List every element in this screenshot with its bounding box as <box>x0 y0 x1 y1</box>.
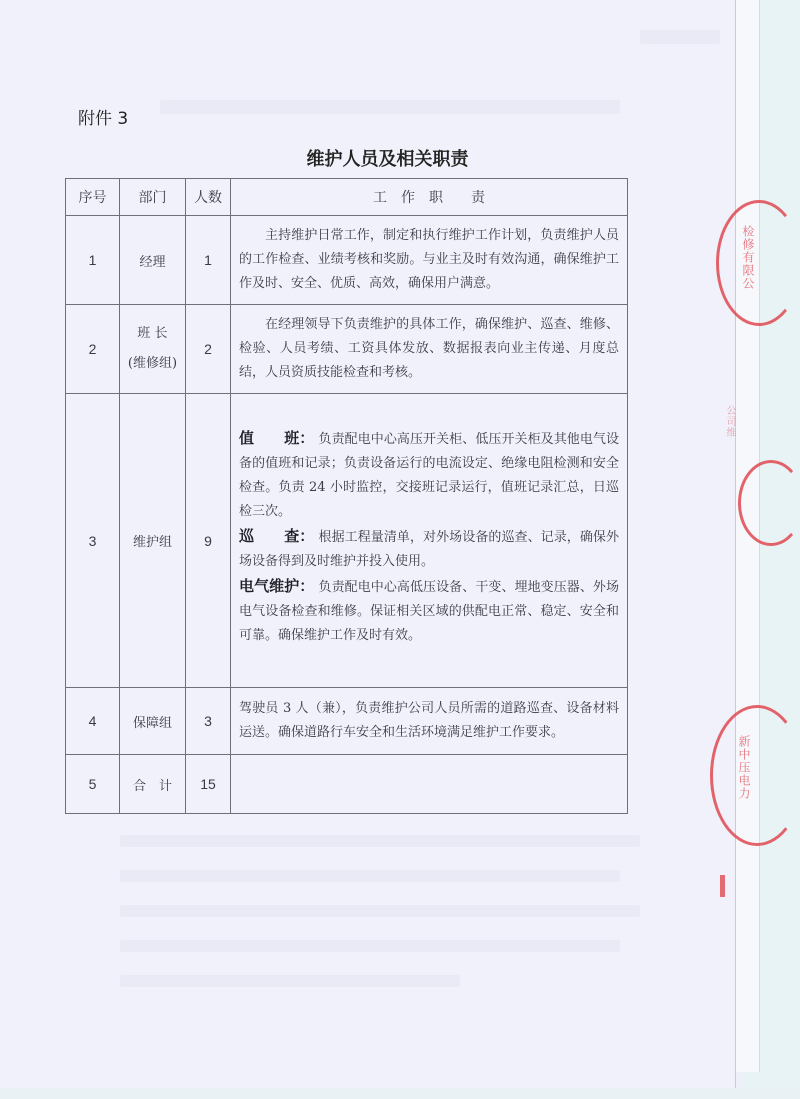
red-seal-middle <box>738 460 800 546</box>
table-header-row <box>66 179 628 216</box>
bleed-through-text <box>160 100 620 114</box>
duty-text: 驾驶员 3 人（兼），负责维护公司人员所需的道路巡查、设备材料运送。确保道路行车安全和生活环境满足维护工作要求。 <box>239 701 619 740</box>
row-dept: 维护组 <box>120 394 186 688</box>
row-no: 3 <box>66 394 120 688</box>
bleed-through-text <box>120 905 640 917</box>
section-text: 负责配电中心高低压设备、干变、埋地变压器、外场电气设备检查和维修。保证相关区域的供配电正常、稳定、安全和可靠。确保维护工作及时有效。 <box>239 580 619 643</box>
header-count: 人数 <box>186 179 231 216</box>
duty-section-patrol <box>239 524 619 574</box>
duty-text: 在经理领导下负责维护的具体工作，确保维护、巡查、维修、检验、人员考绩、工资具体发放、数据报表向业主传递、月度总结，人员资质技能检查和考核。 <box>239 317 619 380</box>
duty-section-on-duty <box>239 426 619 524</box>
table-row <box>66 394 628 688</box>
dept-line-2: (维修组) <box>127 356 178 371</box>
header-dept: 部门 <box>120 179 186 216</box>
row-duty <box>231 216 628 305</box>
bleed-through-text <box>120 940 620 952</box>
red-seal-top <box>716 200 800 326</box>
bleed-through-text <box>120 870 620 882</box>
row-no: 2 <box>66 305 120 394</box>
header-duty: 工 作 职 责 <box>231 179 628 216</box>
row-duty <box>231 394 628 688</box>
duty-sections <box>231 394 627 654</box>
seal-fragment-mark <box>720 875 725 897</box>
row-no: 4 <box>66 688 120 755</box>
scan-bottom-strip <box>0 1088 800 1099</box>
seal-text-middle: 公司维 <box>724 405 735 438</box>
row-dept: 经理 <box>120 216 186 305</box>
document-title: 维护人员及相关职责 <box>306 149 469 170</box>
section-label: 巡 查： <box>239 527 315 545</box>
duty-text: 主持维护日常工作，制定和执行维护工作计划，负责维护人员的工作检查、业绩考核和奖励。与业主及时有效沟通，确保维护工作及时、安全、优质、高效，确保用户满意。 <box>239 228 619 291</box>
row-duty <box>231 305 628 394</box>
row-dept: 合 计 <box>120 755 186 814</box>
row-no: 5 <box>66 755 120 814</box>
bleed-through-text <box>120 975 460 987</box>
table-row <box>66 216 628 305</box>
row-no: 1 <box>66 216 120 305</box>
personnel-duty-table <box>65 178 628 814</box>
bleed-through-text <box>120 835 640 847</box>
table-row <box>66 688 628 755</box>
duty-section-electrical <box>239 574 619 648</box>
dept-line-1: 班 长 <box>137 326 168 341</box>
row-count: 2 <box>186 305 231 394</box>
row-dept <box>120 305 186 394</box>
section-text: 根据工程量清单，对外场设备的巡查、记录，确保外场设备得到及时维护并投入使用。 <box>239 530 619 569</box>
row-count: 1 <box>186 216 231 305</box>
row-count: 3 <box>186 688 231 755</box>
table-row-total <box>66 755 628 814</box>
section-text: 负责配电中心高压开关柜、低压开关柜及其他电气设备的值班和记录；负责设备运行的电流设定、绝缘电阻检测和安全检查。负责 24 小时监控，交接班记录运行，值班记录汇总，日巡检三次。 <box>239 432 619 519</box>
header-no: 序号 <box>66 179 120 216</box>
row-duty <box>231 755 628 814</box>
row-dept: 保障组 <box>120 688 186 755</box>
table-row <box>66 305 628 394</box>
seal-text-bottom: 新中压电力 <box>737 735 751 800</box>
row-duty <box>231 688 628 755</box>
seal-text-top: 检修有限公 <box>741 225 755 290</box>
red-seal-bottom <box>710 705 800 846</box>
row-count: 15 <box>186 755 231 814</box>
attachment-label: 附件 3 <box>78 109 129 129</box>
bleed-through-text <box>640 30 720 44</box>
row-count: 9 <box>186 394 231 688</box>
section-label: 电气维护： <box>239 577 315 595</box>
section-label: 值 班： <box>239 429 315 447</box>
